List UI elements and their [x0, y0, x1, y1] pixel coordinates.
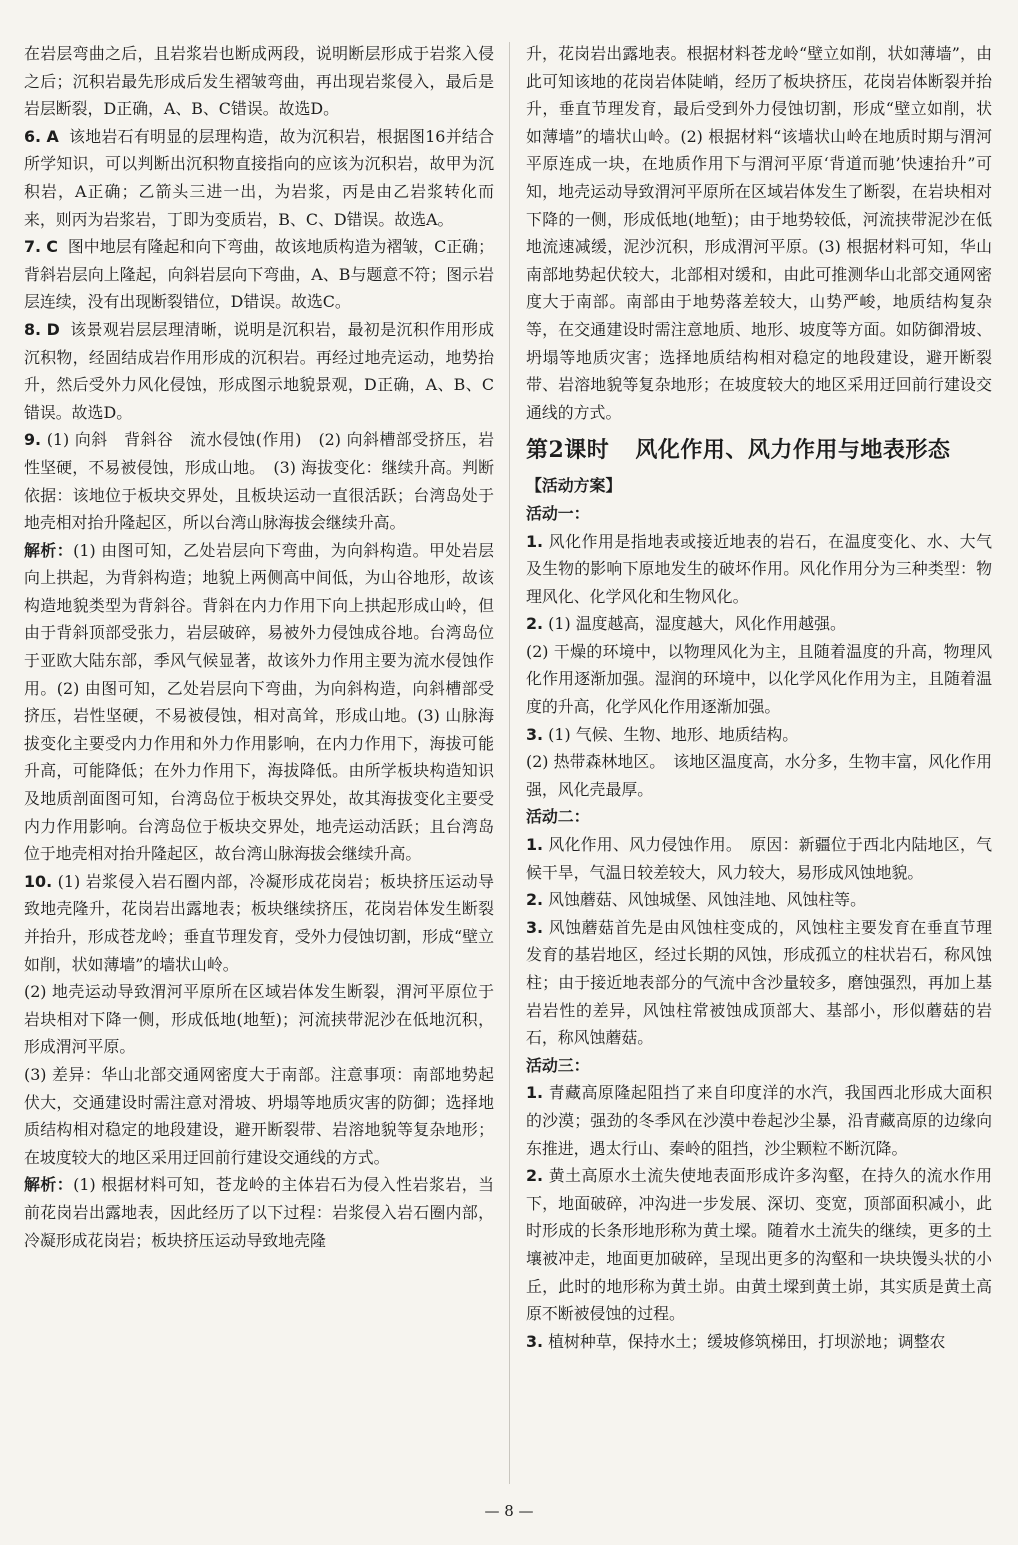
answer-10-part2: (2) 地壳运动导致渭河平原所在区域岩体发生断裂，渭河平原位于岩块相对下降一侧，形成低地(地堑)；河流挟带泥沙在低地沉积，形成渭河平原。 [24, 982, 494, 1057]
activity-2-item-1: 1. 风化作用、风力侵蚀作用。 原因：新疆位于西北内陆地区，气候干旱，气温日较差较大，风力较大，易形成风蚀地貌。 [526, 835, 992, 882]
activity-1-item-3b: (2) 热带森林地区。 该地区温度高，水分多，生物丰富，风化作用强，风化壳最厚。 [526, 752, 992, 799]
continued-analysis: 升，花岗岩出露地表。根据材料苍龙岭“壁立如削，状如薄墙”，由此可知该地的花岗岩体陡峭，经历了板块挤压，花岗岩体断裂并抬升，垂直节理发育，最后受到外力侵蚀切割，形成“壁立如削，状如薄墙”的墙状山岭。(2) 根据材料“该墙状山岭在地质时期与渭河平原连成一块，在地质作用下与渭河平原‘背道而驰’快速抬升”可知，地壳运动导致渭河平原所在区域岩体发生了断裂，在岩块相对下降的一侧，形成低地(地堑)；由于地势较低，河流挟带泥沙在低地流速减缓，泥沙沉积，形成渭河平原。(3) 根据材料可知，华山南部地势起伏较大，北部相对缓和，由此可推测华山北部交通网密度大于南部。南部由于地势落差较大，山势严峻，地质结构复杂等，在交通建设时需注意地质、地形、坡度等方面。如防御滑坡、坍塌等地质灾害；选择地质结构相对稳定的地段建设，避开断裂带、岩溶地貌等复杂地形；在坡度较大的地区采用迂回前行建设交通线的方式。 [526, 44, 992, 422]
activity-3-item-2: 2. 黄土高原水土流失使地表面形成许多沟壑，在持久的流水作用下，地面破碎，冲沟进一步发展、深切、变宽，顶部面积减小，此时形成的长条形地形称为黄土墚。随着水土流失的继续，更多的土壤被冲走，地面更加破碎，呈现出更多的沟壑和一块块馒头状的小丘，此时的地形称为黄土峁。由黄土墚到黄土峁，其实质是黄土高原不断被侵蚀的过程。 [526, 1166, 992, 1324]
activity-1-heading: 活动一： [526, 503, 590, 523]
activity-1-item-2: 2. (1) 温度越高，湿度越大，风化作用越强。 [526, 614, 846, 634]
activity-3-item-3: 3. 植树种草，保持水土；缓坡修筑梯田，打坝淤地；调整农 [526, 1331, 946, 1351]
left-column [24, 40, 494, 1254]
activity-2-item-2: 2. 风蚀蘑菇、风蚀城堡、风蚀洼地、风蚀柱等。 [526, 890, 866, 910]
analysis-9: 解析：(1) 由图可知，乙处岩层向下弯曲，为向斜构造。甲处岩层向上拱起，为背斜构造；地貌上两侧高中间低，为山谷地形，故该构造地貌类型为背斜谷。背斜在内力作用下向上拱起形成山岭，但由于背斜顶部受张力，岩层破碎，易被外力侵蚀成谷地。台湾岛位于亚欧大陆东部，季风气候显著，故该外力作用主要为流水侵蚀作用。(2) 由图可知，乙处岩层向下弯曲，为向斜构造，向斜槽部受挤压，岩性坚硬，不易被侵蚀，相对高耸，形成山地。(3) 山脉海拔变化主要受内力作用和外力作用影响，在内力作用下，海拔可能升高，可能降低；在外力作用下，海拔降低。由所学板块构造知识及地质剖面图可知，台湾岛位于板块交界处，故其海拔变化主要受内力作用影响。台湾岛位于板块交界处，地壳运动活跃；且台湾岛位于地壳相对抬升隆起区，故台湾山脉海拔会继续升高。 [24, 540, 495, 864]
answer-7: 7. C 图中地层有隆起和向下弯曲，故该地质构造为褶皱，C正确；背斜岩层向上隆起，向斜岩层向下弯曲，A、B与题意不符；图示岩层连续，没有出现断裂错位，D错误。故选C。 [24, 237, 494, 312]
activity-1-item-3: 3. (1) 气候、生物、地形、地质结构。 [526, 724, 799, 744]
activity-plan-heading: 【活动方案】 [526, 476, 622, 496]
answer-9: 9. (1) 向斜 背斜谷 流水侵蚀(作用) (2) 向斜槽部受挤压，岩性坚硬，不易被侵蚀，形成山地。 (3) 海拔变化：继续升高。判断依据：该地位于板块交界处，且板块运动一直很活跃；台湾岛处于地壳相对抬升隆起区，所以台湾山脉海拔会继续升高。 [24, 430, 494, 533]
activity-1-item-1: 1. 风化作用是指地表或接近地表的岩石，在温度变化、水、大气及生物的影响下原地发生的破坏作用。风化作用分为三种类型：物理风化、化学风化和生物风化。 [526, 531, 992, 606]
activity-2-item-3: 3. 风蚀蘑菇首先是由风蚀柱变成的，风蚀柱主要发育在垂直节理发育的基岩地区，经过长期的风蚀，形成孤立的柱状岩石，称风蚀柱；由于接近地表部分的气流中含沙量较多，磨蚀强烈，再加上基岩岩性的差异，风蚀柱常被蚀成顶部大、基部小，形似蘑菇的岩石，称风蚀蘑菇。 [526, 917, 992, 1048]
column-divider [509, 42, 510, 1484]
continued-answer: 在岩层弯曲之后，且岩浆岩也断成两段，说明断层形成于岩浆入侵之后；沉积岩最先形成后发生褶皱弯曲，再出现岩浆侵入，最后是岩层断裂，D正确，A、B、C错误。故选D。 [24, 44, 494, 119]
answer-10: 10. (1) 岩浆侵入岩石圈内部，冷凝形成花岗岩；板块挤压运动导致地壳隆升，花岗岩出露地表；板块继续挤压，花岗岩体发生断裂并抬升，形成苍龙岭；垂直节理发育，受外力侵蚀切割，形成“壁立如削，状如薄墙”的墙状山岭。 [24, 871, 494, 974]
answer-8: 8. D 该景观岩层层理清晰，说明是沉积岩，最初是沉积作用形成沉积物，经固结成岩作用形成的沉积岩。再经过地壳运动，地势抬升，然后受外力风化侵蚀，形成图示地貌景观，D正确，A、B、C错误。故选D。 [24, 319, 494, 422]
activity-3-heading: 活动三： [526, 1055, 590, 1075]
right-column [526, 40, 992, 1355]
answer-10-part3: (3) 差异：华山北部交通网密度大于南部。注意事项：南部地势起伏大，交通建设时需注意对滑坡、坍塌等地质灾害的防御；选择地质结构相对稳定的地段建设，避开断裂带、岩溶地貌等复杂地形；在坡度较大的地区采用迂回前行建设交通线的方式。 [24, 1064, 494, 1167]
activity-1-item-2b: (2) 干燥的环境中，以物理风化为主，且随着温度的升高，物理风化作用逐渐加强。湿润的环境中，以化学风化作用为主，且随着温度的升高，化学风化作用逐渐加强。 [526, 641, 992, 717]
page-number: — 8 — [484, 1502, 534, 1520]
answer-6: 6. A 该地岩石有明显的层理构造，故为沉积岩，根据图16并结合所学知识，可以判断出沉积物直接指向的应该为沉积岩，故甲为沉积岩，A正确；乙箭头三进一出，为岩浆，丙是由乙岩浆转化而来，则丙为岩浆岩，丁即为变质岩，B、C、D错误。故选A。 [24, 126, 494, 229]
activity-2-heading: 活动二： [526, 807, 590, 827]
analysis-10: 解析：(1) 根据材料可知，苍龙岭的主体岩石为侵入性岩浆岩，当前花岗岩出露地表，因此经历了以下过程：岩浆侵入岩石圈内部，冷凝形成花岗岩；板块挤压运动导致地壳隆 [24, 1175, 495, 1250]
activity-3-item-1: 1. 青藏高原隆起阻挡了来自印度洋的水汽，我国西北形成大面积的沙漠；强劲的冬季风在沙漠中卷起沙尘暴，沿青藏高原的边缘向东推进，遇太行山、秦岭的阻挡，沙尘颗粒不断沉降。 [526, 1083, 992, 1158]
lesson-title: 第2课时 风化作用、风力作用与地表形态 [526, 437, 951, 464]
